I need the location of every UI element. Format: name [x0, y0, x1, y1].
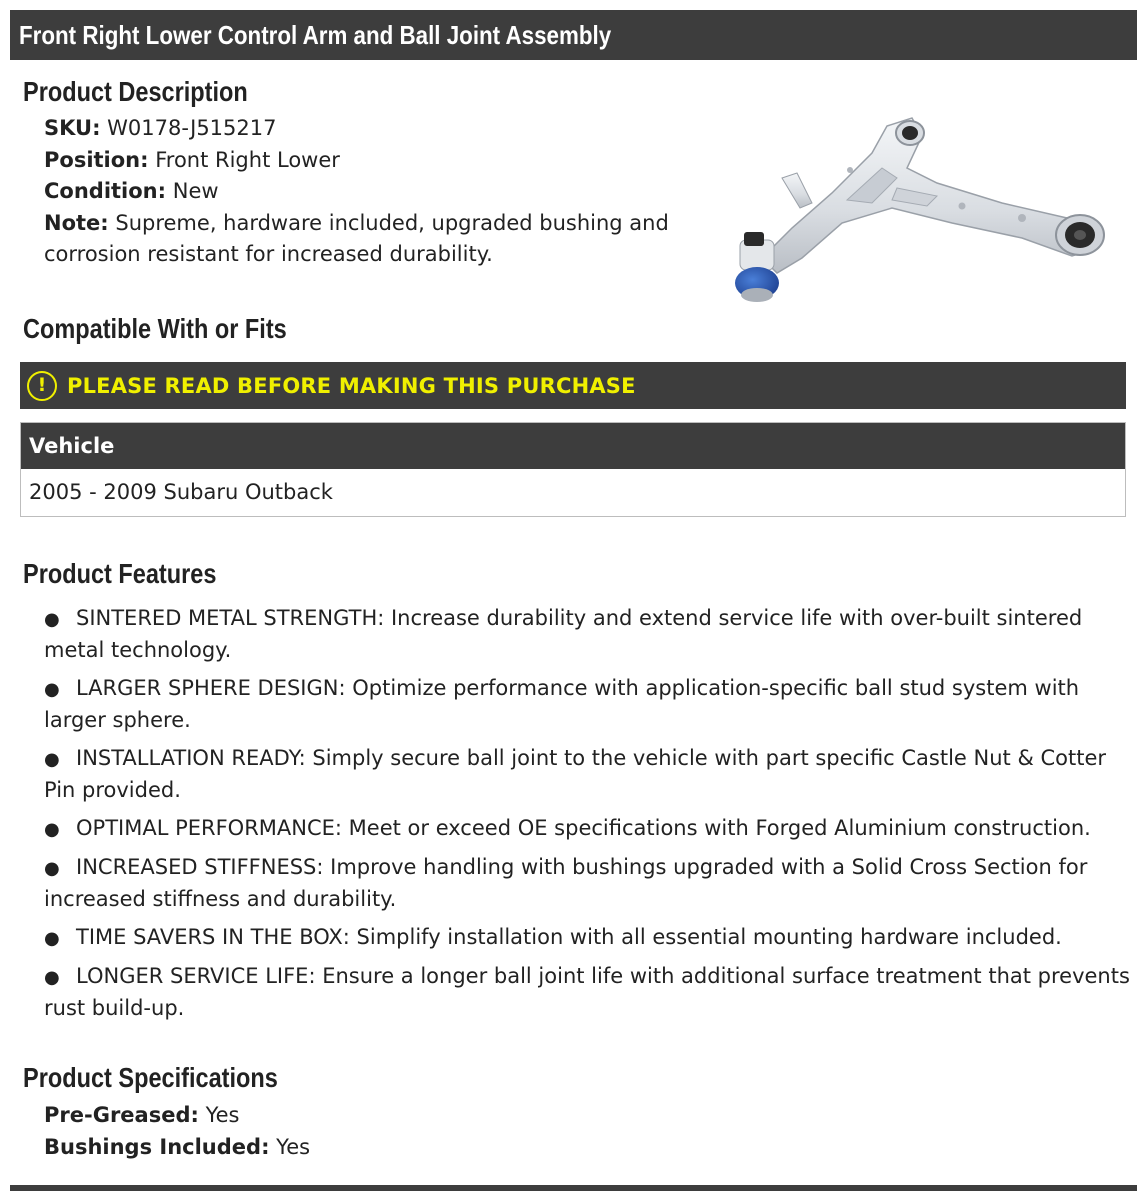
list-item: ● LARGER SPHERE DESIGN: Optimize performance with application-specific ball stud system with larger sphere. — [44, 676, 1080, 732]
note-label: Note: — [44, 210, 109, 235]
list-item: ● LONGER SERVICE LIFE: Ensure a longer ball joint life with additional surface treatment that prevents rust build-up. — [44, 964, 1130, 1020]
condition-line — [44, 176, 704, 208]
condition-label: Condition: — [44, 179, 167, 203]
page-title: Front Right Lower Control Arm and Ball Joint Assembly — [19, 20, 612, 50]
list-item: ● TIME SAVERS IN THE BOX: Simplify installation with all essential mounting hardware included. — [44, 922, 1140, 954]
pre-greased-line — [44, 1100, 310, 1132]
position-line — [44, 145, 704, 177]
warning-text: PLEASE READ BEFORE MAKING THIS PURCHASE — [67, 373, 636, 398]
purchase-warning-banner — [20, 362, 1126, 409]
description-heading: Product Description — [23, 76, 248, 107]
note-value: Supreme, hardware included, upgraded bushing and corrosion resistant for increased durability. — [44, 210, 669, 266]
bullet-icon: ● — [44, 819, 60, 840]
sku-value: W0178-J515217 — [107, 116, 277, 140]
product-description — [44, 113, 704, 271]
compatibility-heading: Compatible With or Fits — [23, 313, 287, 344]
bullet-icon: ● — [44, 749, 60, 770]
page-title-bar — [10, 10, 1137, 60]
specifications-heading: Product Specifications — [23, 1062, 278, 1093]
vehicle-table-header: Vehicle — [21, 423, 1125, 469]
bottom-divider — [10, 1185, 1137, 1191]
vehicle-table-row: 2005 - 2009 Subaru Outback — [29, 480, 333, 504]
bullet-icon: ● — [44, 967, 60, 988]
pre-greased-value: Yes — [205, 1103, 240, 1127]
bullet-icon: ● — [44, 609, 60, 630]
note-line — [44, 208, 704, 271]
position-value: Front Right Lower — [155, 147, 340, 172]
bushings-value: Yes — [276, 1134, 311, 1159]
bushings-label: Bushings Included: — [44, 1134, 270, 1159]
product-specifications — [44, 1100, 310, 1163]
exclamation-icon: ! — [27, 371, 57, 401]
bullet-icon: ● — [44, 679, 60, 700]
bullet-icon: ● — [44, 858, 60, 879]
sku-line — [44, 113, 704, 145]
vehicle-table — [20, 422, 1126, 517]
list-item: ● SINTERED METAL STRENGTH: Increase durability and extend service life with over-built sintered metal technology. — [44, 606, 1083, 662]
sku-label: SKU: — [44, 116, 101, 140]
condition-value: New — [172, 179, 219, 203]
bushings-line — [44, 1132, 310, 1164]
pre-greased-label: Pre-Greased: — [44, 1103, 199, 1127]
list-item: ● OPTIMAL PERFORMANCE: Meet or exceed OE specifications with Forged Aluminium construction. — [44, 813, 1140, 845]
control-arm-product-image — [722, 108, 1122, 308]
bullet-icon: ● — [44, 928, 60, 949]
list-item: ● INCREASED STIFFNESS: Improve handling with bushings upgraded with a Solid Cross Section for increased stiffness and durability. — [44, 855, 1088, 911]
position-label: Position: — [44, 147, 149, 172]
features-list — [44, 603, 1140, 1031]
list-item: ● INSTALLATION READY: Simply secure ball joint to the vehicle with part specific Castle Nut & Cotter Pin provided. — [44, 746, 1107, 802]
features-heading: Product Features — [23, 558, 217, 589]
